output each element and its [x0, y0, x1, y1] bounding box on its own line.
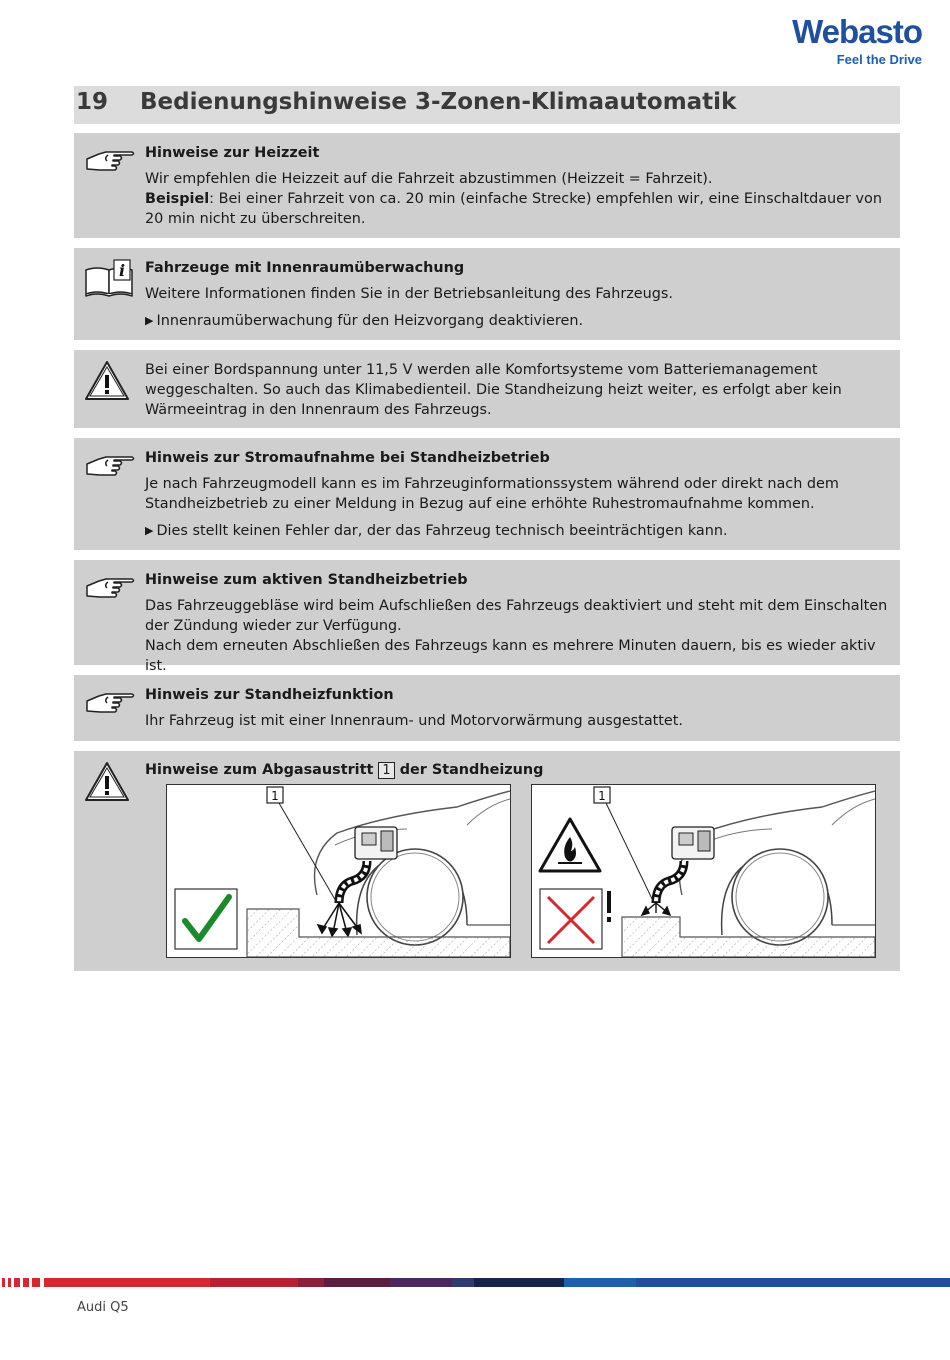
- note-heading: Hinweise zum Abgasaustritt: [145, 762, 374, 778]
- note-bullet: ▶ Innenraumüberwachung für den Heizvorgang deaktivieren.: [145, 311, 892, 332]
- svg-text:i: i: [118, 261, 126, 280]
- section-title-bar: [74, 86, 900, 124]
- logo-wordmark: Webasto: [792, 13, 922, 50]
- note-heading-suffix: der Standheizung: [399, 762, 544, 778]
- note-heating-function: [74, 675, 900, 741]
- note-heading: Fahrzeuge mit Innenraumüberwachung: [145, 260, 465, 276]
- callout-label-left: 1: [271, 789, 279, 803]
- footer-color-bar: [0, 1278, 950, 1287]
- note-text-2: Nach dem erneuten Abschließen des Fahrzeugs kann es mehrere Minuten dauern, bis es wieder aktiv ist.: [145, 638, 876, 674]
- pointing-hand-icon: [84, 141, 136, 185]
- note-power-consumption: [74, 438, 900, 550]
- exhaust-correct-illustration: [167, 785, 510, 957]
- section-number: 19: [76, 89, 109, 115]
- figure-exhaust-correct: [166, 784, 511, 958]
- pointing-hand-icon: [84, 683, 136, 727]
- warning-onboard-voltage: [74, 350, 900, 428]
- example-text: : Bei einer Fahrzeit von ca. 20 min (einfache Strecke) empfehlen wir, eine Einschaltdauer von 20 min nicht zu überschreiten.: [145, 191, 882, 227]
- note-heading: Hinweis zur Standheizfunktion: [145, 687, 394, 703]
- logo-tagline: Feel the Drive: [836, 52, 922, 67]
- figure-exhaust-wrong: [531, 784, 876, 958]
- warning-triangle-icon: [84, 759, 136, 803]
- section-title: Bedienungshinweise 3-Zonen-Klimaautomatik: [140, 89, 737, 115]
- note-active-heating: [74, 560, 900, 674]
- note-bullet: ▶ Dies stellt keinen Fehler dar, der das Fahrzeug technisch beeinträchtigen kann.: [145, 521, 892, 542]
- note-text: Bei einer Bordspannung unter 11,5 V werden alle Komfortsysteme vom Batteriemanagement weggeschalten. So auch das Klimabedienteil. Die Standheizung heizt weiter, es erfolgt aber kein Wärmeeintrag in den Innenraum des Fahrzeugs.: [145, 362, 842, 418]
- note-text: Das Fahrzeuggebläse wird beim Aufschließen des Fahrzeugs deaktiviert und steht mit dem Einschalten der Zündung wieder zur Verfügung.: [145, 598, 888, 634]
- note-heating-time: [74, 133, 900, 238]
- note-text: Weitere Informationen finden Sie in der Betriebsanleitung des Fahrzeugs.: [145, 286, 673, 302]
- note-heading: Hinweise zur Heizzeit: [145, 145, 320, 161]
- warning-triangle-icon: [84, 358, 136, 402]
- warning-exhaust-outlet: [74, 751, 900, 971]
- note-text: Ihr Fahrzeug ist mit einer Innenraum- und Motorvorwärmung ausgestattet.: [145, 713, 683, 729]
- info-book-icon: [84, 256, 136, 300]
- footer-model: Audi Q5: [77, 1300, 129, 1315]
- note-heading: Hinweis zur Stromaufnahme bei Standheizbetrieb: [145, 450, 550, 466]
- callout-label-right: 1: [598, 789, 606, 803]
- note-interior-monitoring: [74, 248, 900, 340]
- note-text: Je nach Fahrzeugmodell kann es im Fahrzeuginformationssystem während oder direkt nach dem Standheizbetrieb zu einer Meldung in Bezug auf eine erhöhte Ruhestromaufnahme kommen.: [145, 476, 839, 512]
- webasto-logo: [762, 14, 922, 67]
- callout-number: 1: [378, 762, 394, 779]
- note-text: Wir empfehlen die Heizzeit auf die Fahrzeit abzustimmen (Heizzeit = Fahrzeit).: [145, 171, 713, 187]
- example-label: Beispiel: [145, 191, 210, 207]
- pointing-hand-icon: [84, 568, 136, 612]
- pointing-hand-icon: [84, 446, 136, 490]
- exhaust-wrong-illustration: [532, 785, 875, 957]
- note-heading: Hinweise zum aktiven Standheizbetrieb: [145, 572, 468, 588]
